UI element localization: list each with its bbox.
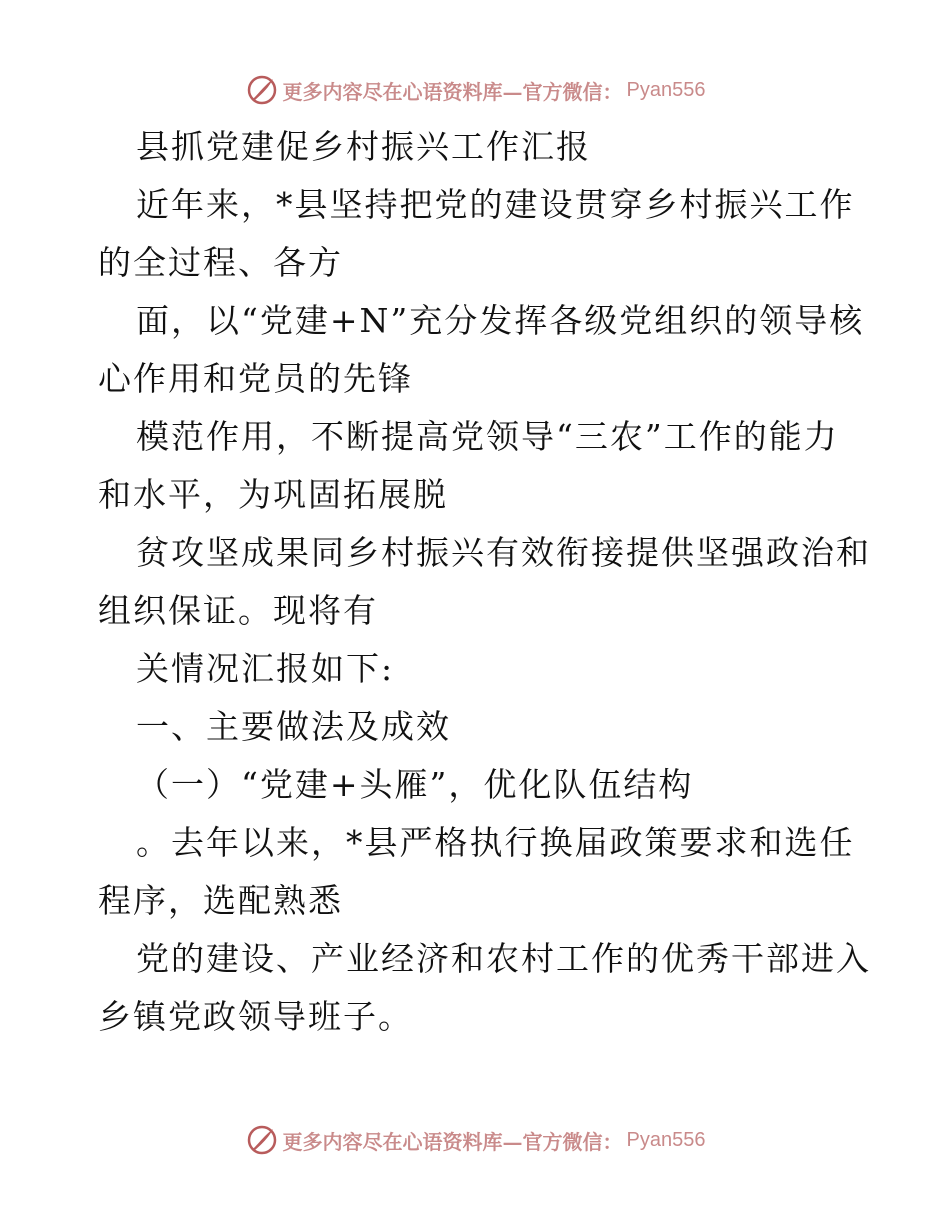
watermark-wechat-id: Pyan556 xyxy=(626,78,706,101)
paragraph-line: 组织保证。现将有 xyxy=(98,591,378,630)
subsection-heading: （一）“党建+头雁”，优化队伍结构 xyxy=(136,765,694,804)
watermark-footer xyxy=(0,1120,950,1160)
watermark-content xyxy=(245,73,706,107)
watermark-header xyxy=(0,70,950,110)
watermark-content xyxy=(245,1123,706,1157)
paragraph-line: 心作用和党员的先锋 xyxy=(98,359,413,398)
watermark-wechat-id: Pyan556 xyxy=(626,1128,706,1151)
paragraph-line: 的全过程、各方 xyxy=(98,243,343,282)
paragraph-line: 近年来，*县坚持把党的建设贯穿乡村振兴工作 xyxy=(136,185,855,224)
document-title: 县抓党建促乡村振兴工作汇报 xyxy=(136,127,591,166)
document-body xyxy=(98,118,871,1046)
paragraph-line: 乡镇党政领导班子。 xyxy=(98,997,413,1036)
paragraph-line: 模范作用，不断提高党领导“三农”工作的能力 xyxy=(136,417,839,456)
paragraph-line: 程序，选配熟悉 xyxy=(98,881,343,920)
section-heading: 一、主要做法及成效 xyxy=(136,707,451,746)
paragraph-line: 面，以“党建+N”充分发挥各级党组织的领导核 xyxy=(136,301,865,340)
feather-logo-icon xyxy=(245,1123,279,1157)
paragraph-line: 贫攻坚成果同乡村振兴有效衔接提供坚强政治和 xyxy=(136,533,871,572)
paragraph-line: 。去年以来，*县严格执行换届政策要求和选任 xyxy=(136,823,855,862)
paragraph-line: 和水平，为巩固拓展脱 xyxy=(98,475,448,514)
watermark-text: 更多内容尽在心语资料库—官方微信： xyxy=(282,1129,623,1154)
paragraph-line: 关情况汇报如下: xyxy=(136,649,395,688)
watermark-text: 更多内容尽在心语资料库—官方微信： xyxy=(282,79,623,104)
paragraph-line: 党的建设、产业经济和农村工作的优秀干部进入 xyxy=(136,939,871,978)
feather-logo-icon xyxy=(245,73,279,107)
